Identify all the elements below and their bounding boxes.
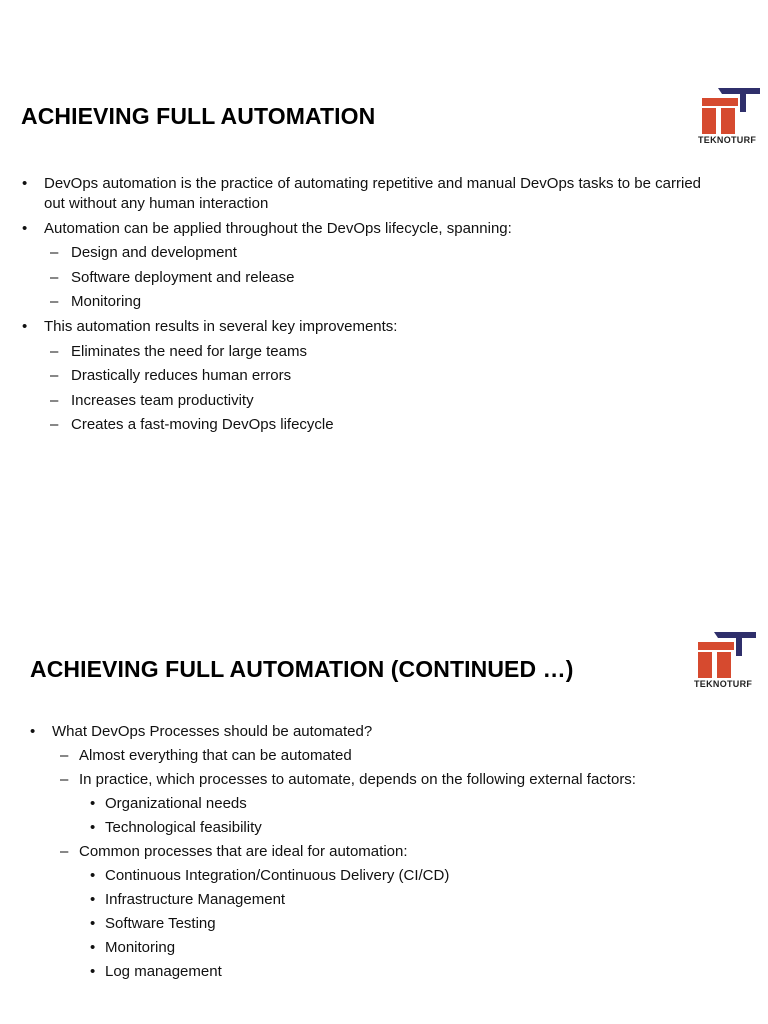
- list-item-text: Software deployment and release: [71, 268, 295, 286]
- list-item: [22, 268, 722, 288]
- list-item: [22, 366, 722, 386]
- list-item-text: Eliminates the need for large teams: [71, 342, 307, 360]
- list-item-text: Software Testing: [105, 915, 216, 932]
- list-item: [30, 770, 730, 790]
- list-item: [30, 722, 730, 742]
- list-item-text: This automation results in several key improvements:: [44, 317, 398, 335]
- list-item: [22, 243, 722, 263]
- slide-2: [0, 512, 768, 1024]
- list-item: [22, 292, 722, 312]
- bullet-marker: –: [50, 293, 59, 311]
- bullet-marker: –: [50, 391, 59, 409]
- list-item-text: Automation can be applied throughout the DevOps lifecycle, spanning:: [44, 219, 512, 237]
- bullet-list: [22, 174, 722, 440]
- list-item: [30, 962, 730, 982]
- bullet-marker: •: [90, 963, 96, 980]
- list-item: [30, 794, 730, 814]
- slide-title: ACHIEVING FULL AUTOMATION (CONTINUED …): [30, 656, 574, 682]
- list-item: [22, 391, 722, 411]
- company-logo: [698, 88, 760, 146]
- list-item-text: Monitoring: [71, 293, 142, 311]
- list-item-text: In practice, which processes to automate, depends on the following external factors:: [79, 771, 636, 788]
- list-item-text: Almost everything that can be automated: [79, 747, 352, 764]
- list-item: [22, 342, 722, 362]
- slide-title: ACHIEVING FULL AUTOMATION: [21, 103, 376, 129]
- bullet-marker: –: [50, 268, 59, 286]
- list-item: [22, 174, 722, 214]
- list-item-text: What DevOps Processes should be automated?: [52, 723, 373, 740]
- teknoturf-logo-icon: [698, 88, 760, 134]
- bullet-marker: –: [50, 416, 59, 434]
- list-item-text: Increases team productivity: [71, 391, 254, 409]
- list-item: [22, 219, 722, 239]
- bullet-marker: –: [60, 747, 69, 764]
- list-item: [30, 842, 730, 862]
- bullet-marker: •: [30, 723, 36, 740]
- list-item-text: Log management: [105, 963, 222, 980]
- bullet-marker: •: [90, 795, 96, 812]
- teknoturf-logo-icon: [694, 632, 756, 678]
- list-item-text: Creates a fast-moving DevOps lifecycle: [71, 416, 334, 434]
- bullet-marker: •: [90, 819, 96, 836]
- list-item: [30, 866, 730, 886]
- list-item-text: Monitoring: [105, 939, 176, 956]
- bullet-marker: •: [22, 219, 28, 237]
- list-item-text: Common processes that are ideal for automation:: [79, 843, 408, 860]
- list-item-text: Technological feasibility: [105, 819, 262, 836]
- bullet-marker: •: [90, 891, 96, 908]
- bullet-marker: •: [90, 939, 96, 956]
- bullet-marker: •: [22, 175, 28, 192]
- bullet-list: [30, 722, 730, 986]
- list-item-text: Drastically reduces human errors: [71, 367, 292, 385]
- company-logo: [694, 632, 756, 690]
- list-item: [22, 317, 722, 337]
- list-item: [30, 746, 730, 766]
- list-item: [30, 890, 730, 910]
- bullet-marker: •: [22, 317, 28, 335]
- logo-label: TEKNOTURF: [694, 679, 753, 689]
- list-item: [22, 415, 722, 435]
- list-item: [30, 818, 730, 838]
- bullet-marker: •: [90, 915, 96, 932]
- list-item: [30, 938, 730, 958]
- bullet-marker: •: [90, 867, 96, 884]
- bullet-marker: –: [50, 342, 59, 360]
- list-item: [30, 914, 730, 934]
- slide-1: [0, 0, 768, 510]
- list-item-text: Continuous Integration/Continuous Delivery (CI/CD): [105, 867, 450, 884]
- bullet-marker: –: [60, 843, 69, 860]
- logo-label: TEKNOTURF: [698, 135, 757, 145]
- bullet-marker: –: [60, 771, 69, 788]
- list-item-text: Organizational needs: [105, 795, 247, 812]
- list-item-text: Infrastructure Management: [105, 891, 286, 908]
- list-item-text: Design and development: [71, 244, 237, 262]
- list-item-text: DevOps automation is the practice of automating repetitive and manual DevOps tasks to be carried out without any human interaction: [44, 175, 702, 212]
- bullet-marker: –: [50, 244, 59, 262]
- bullet-marker: –: [50, 367, 59, 385]
